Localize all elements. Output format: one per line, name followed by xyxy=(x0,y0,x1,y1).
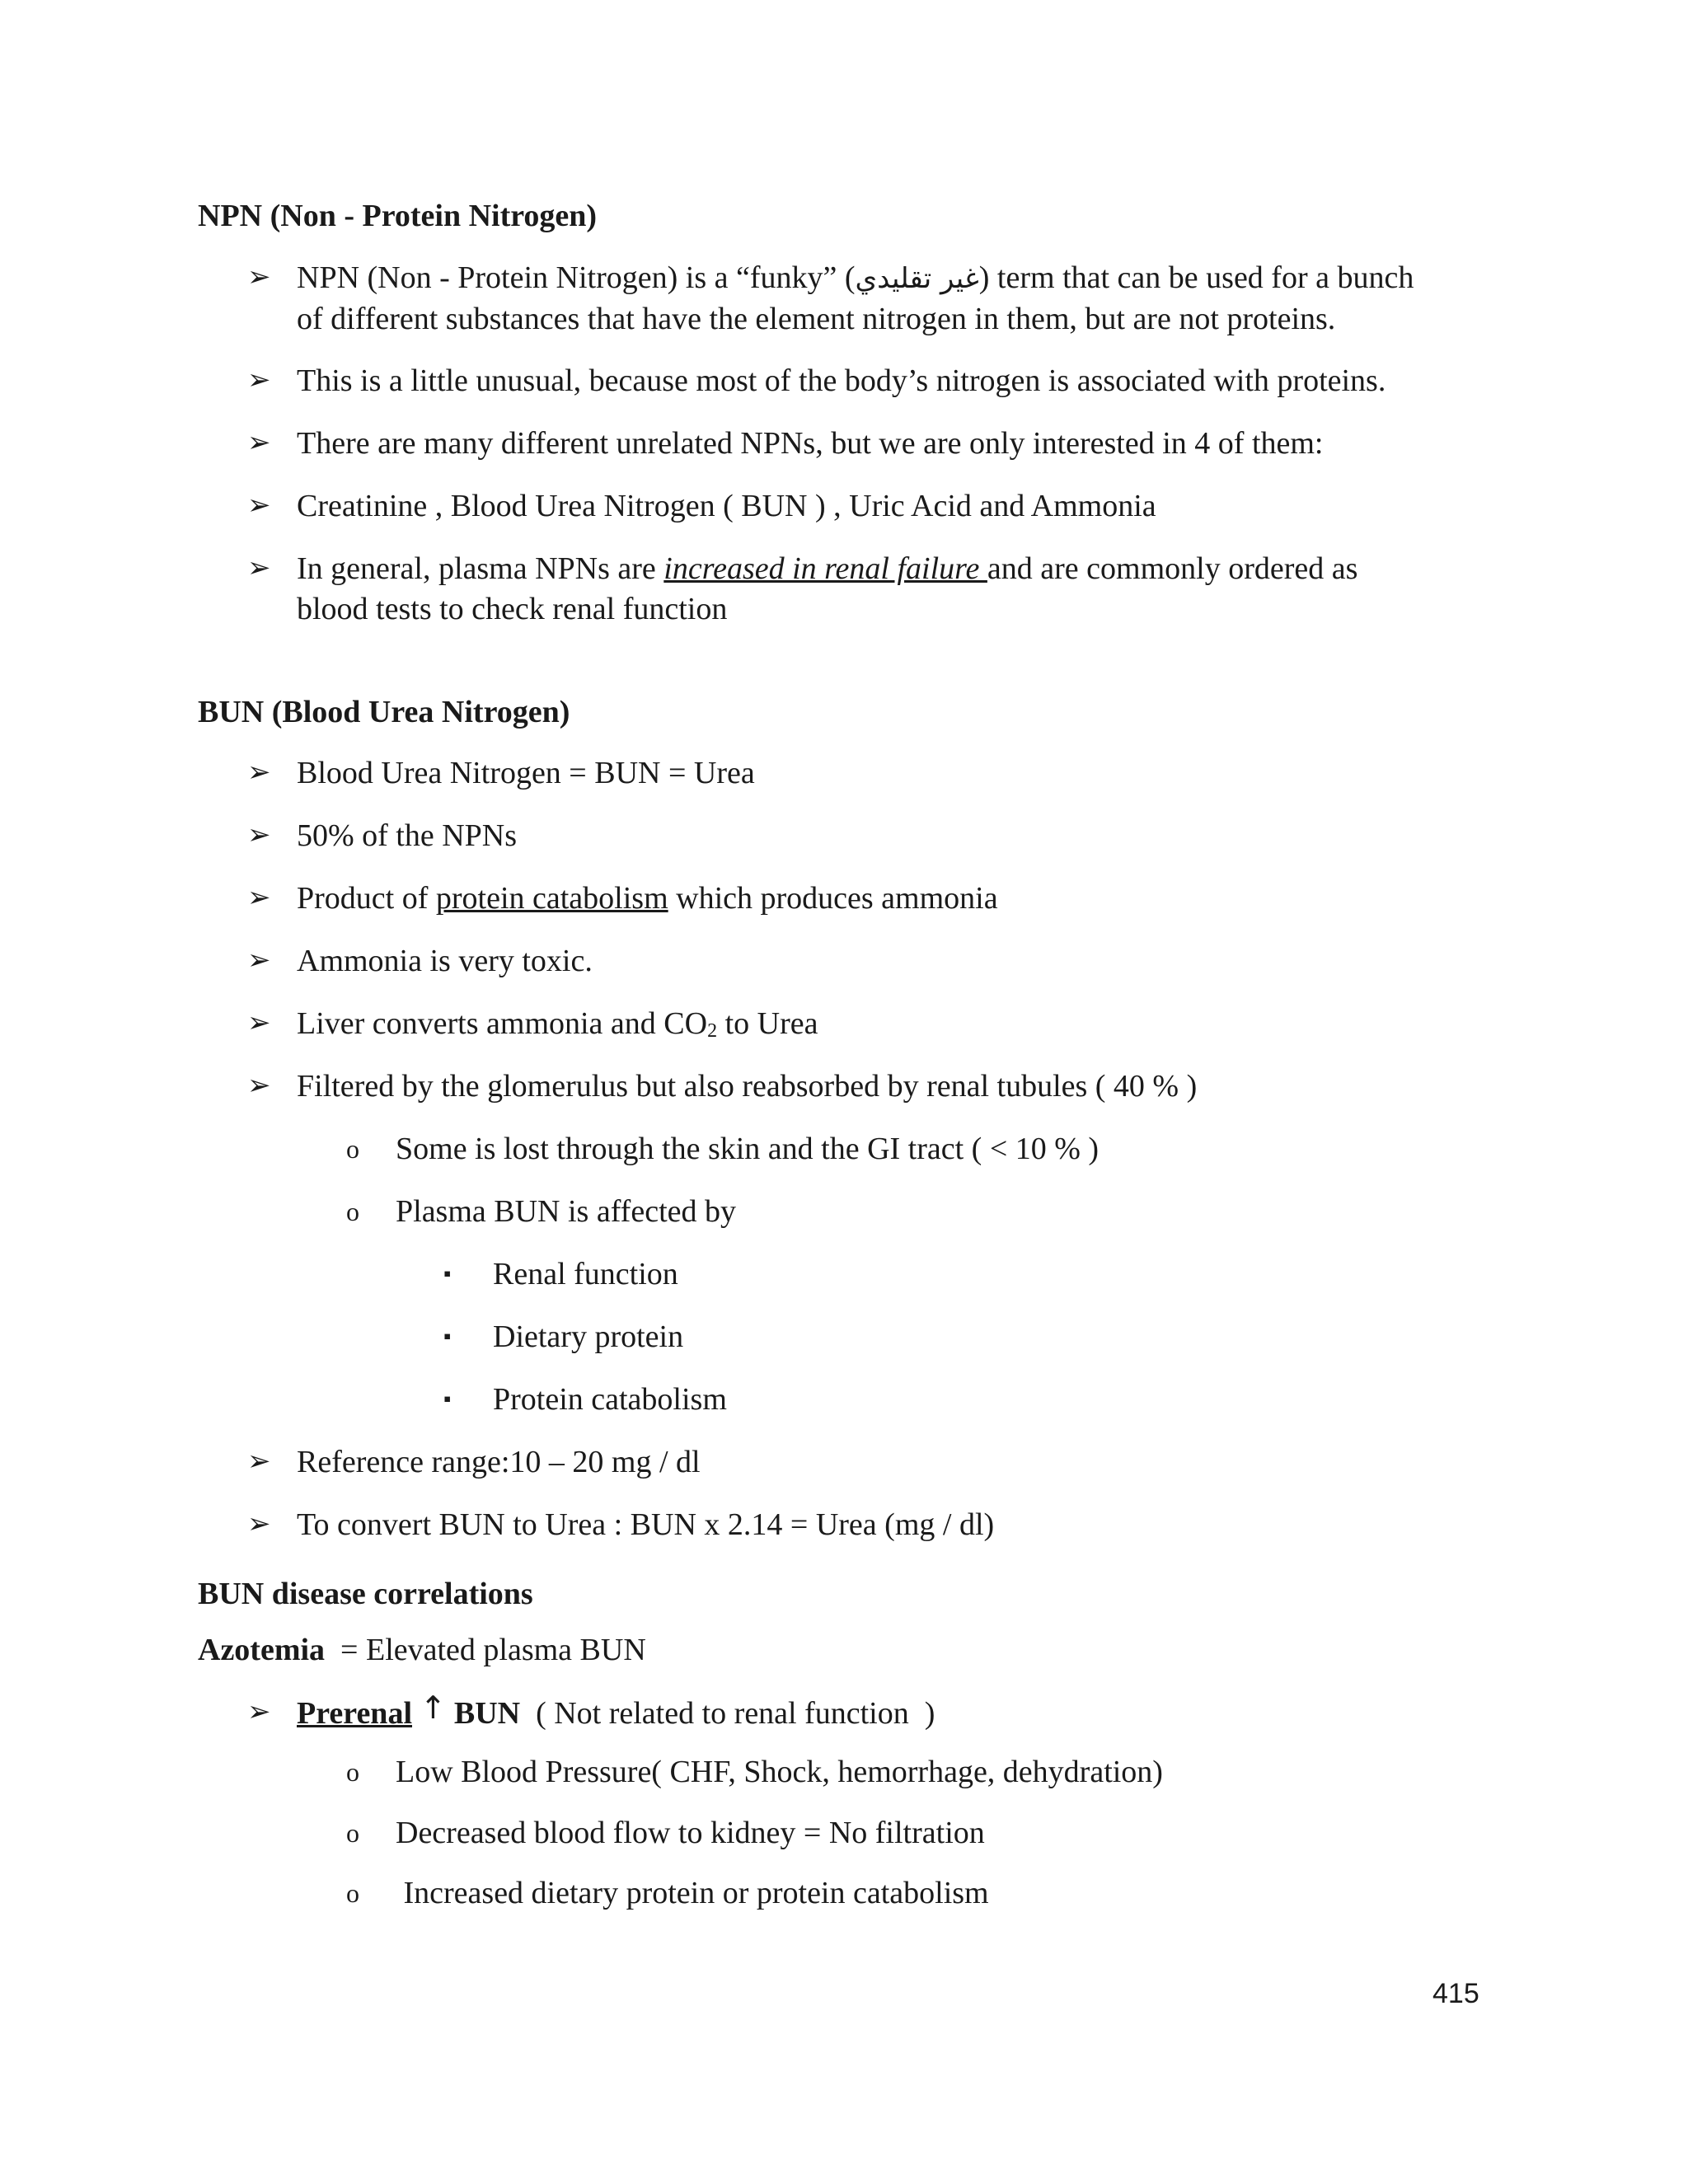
arrow-bullet-icon: ➢ xyxy=(247,757,271,788)
arrow-bullet-icon: ➢ xyxy=(247,428,271,458)
arrow-bullet-icon: ➢ xyxy=(247,1509,271,1540)
circle-bullet-icon: o xyxy=(346,1757,359,1787)
square-bullet-icon: ▪ xyxy=(443,1387,452,1411)
azotemia-definition: Azotemia = Elevated plasma BUN xyxy=(198,1633,646,1667)
arrow-bullet-icon: ➢ xyxy=(247,1008,271,1038)
protein-catabolism-underlined: protein catabolism xyxy=(435,881,668,916)
arrow-bullet-icon: ➢ xyxy=(247,883,271,913)
arrow-bullet-icon: ➢ xyxy=(247,262,271,293)
square-bullet-icon: ▪ xyxy=(443,1324,452,1348)
arrow-bullet-icon: ➢ xyxy=(247,1446,271,1477)
prerenal-term: Prerenal xyxy=(297,1696,412,1731)
circle-bullet-icon: o xyxy=(346,1818,359,1848)
arrow-bullet-icon: ➢ xyxy=(247,365,271,396)
npn-bullet-1-arabic: غير تقليدي xyxy=(855,262,979,295)
up-arrow-icon: ↑ xyxy=(420,1690,447,1726)
arrow-bullet-icon: ➢ xyxy=(247,820,271,851)
bun-heading: BUN (Blood Urea Nitrogen) xyxy=(198,695,570,729)
arrow-bullet-icon: ➢ xyxy=(247,945,271,976)
square-bullet-icon: ▪ xyxy=(443,1262,452,1286)
npn-bullet-1-text-b: ) term that can be used for a bunch xyxy=(978,260,1414,295)
npn-bullet-1-text-a: NPN (Non - Protein Nitrogen) is a “funky” ( xyxy=(297,260,856,295)
arrow-bullet-icon: ➢ xyxy=(247,1071,271,1101)
circle-bullet-icon: o xyxy=(346,1134,359,1164)
circle-bullet-icon: o xyxy=(346,1197,359,1226)
npn-heading: NPN (Non - Protein Nitrogen) xyxy=(198,199,598,233)
arrow-bullet-icon: ➢ xyxy=(247,490,271,521)
page-number: 415 xyxy=(1432,1978,1479,2009)
arrow-bullet-icon: ➢ xyxy=(247,553,271,583)
azotemia-term: Azotemia xyxy=(198,1633,326,1667)
arrow-bullet-icon: ➢ xyxy=(247,1697,271,1727)
correlations-heading: BUN disease correlations xyxy=(198,1577,533,1611)
increased-in-renal-failure-emphasis: increased in renal failure xyxy=(663,551,987,586)
circle-bullet-icon: o xyxy=(346,1878,359,1908)
document-page: NPN (Non - Protein Nitrogen) ➢ NPN (Non - Protein Nitrogen) is a “funky” (غير تقليدي) term that can be used for a bunch of different substances that have the element nitrogen in them, but are not proteins. ➢ This is a little unusual, because most of the body’s nitrogen is associated with proteins. ➢ There are many different unrelated NPNs, but we are only interested in 4 of them: ➢ Creatinine , Blood Urea Nitrogen ( BUN ) , Uric Acid and Ammonia ➢ In general, plasma NPNs are increased in renal failure and are commonly ordered as blood tests to check renal function BUN (Blood Urea Nitrogen) ➢ Blood Urea Nitrogen = BUN = Urea ➢ 50% of the NPNs ➢ Product of protein catabolism which produces ammonia ➢ Ammonia is very toxic. ➢ Liver converts ammonia and $CO_2$ to Urea ➢ Filtered by the glomerulus but also reabsorbed by renal tubules ( 40 % ) o Some is lost through the skin and the GI tract ( < 10 % ) o Plasma BUN is affected by ▪ Renal function ▪ Dietary protein ▪ Protein catabolism ➢ Reference range:10 – 20 mg / dl ➢ To convert BUN to Urea : BUN x 2.14 = Urea (mg / dl) BUN disease correlations Azotemia = Elevated plasma BUN ➢ Prerenal ↑ BUN ( Not related to renal function ) o Low Blood Pressure( CHF, Shock, hemorrhage, dehydration) o Decreased blood flow to kidney = No filtration o Increased dietary protein or protein catabolism 415 xyxy=(198,199,1479,2009)
